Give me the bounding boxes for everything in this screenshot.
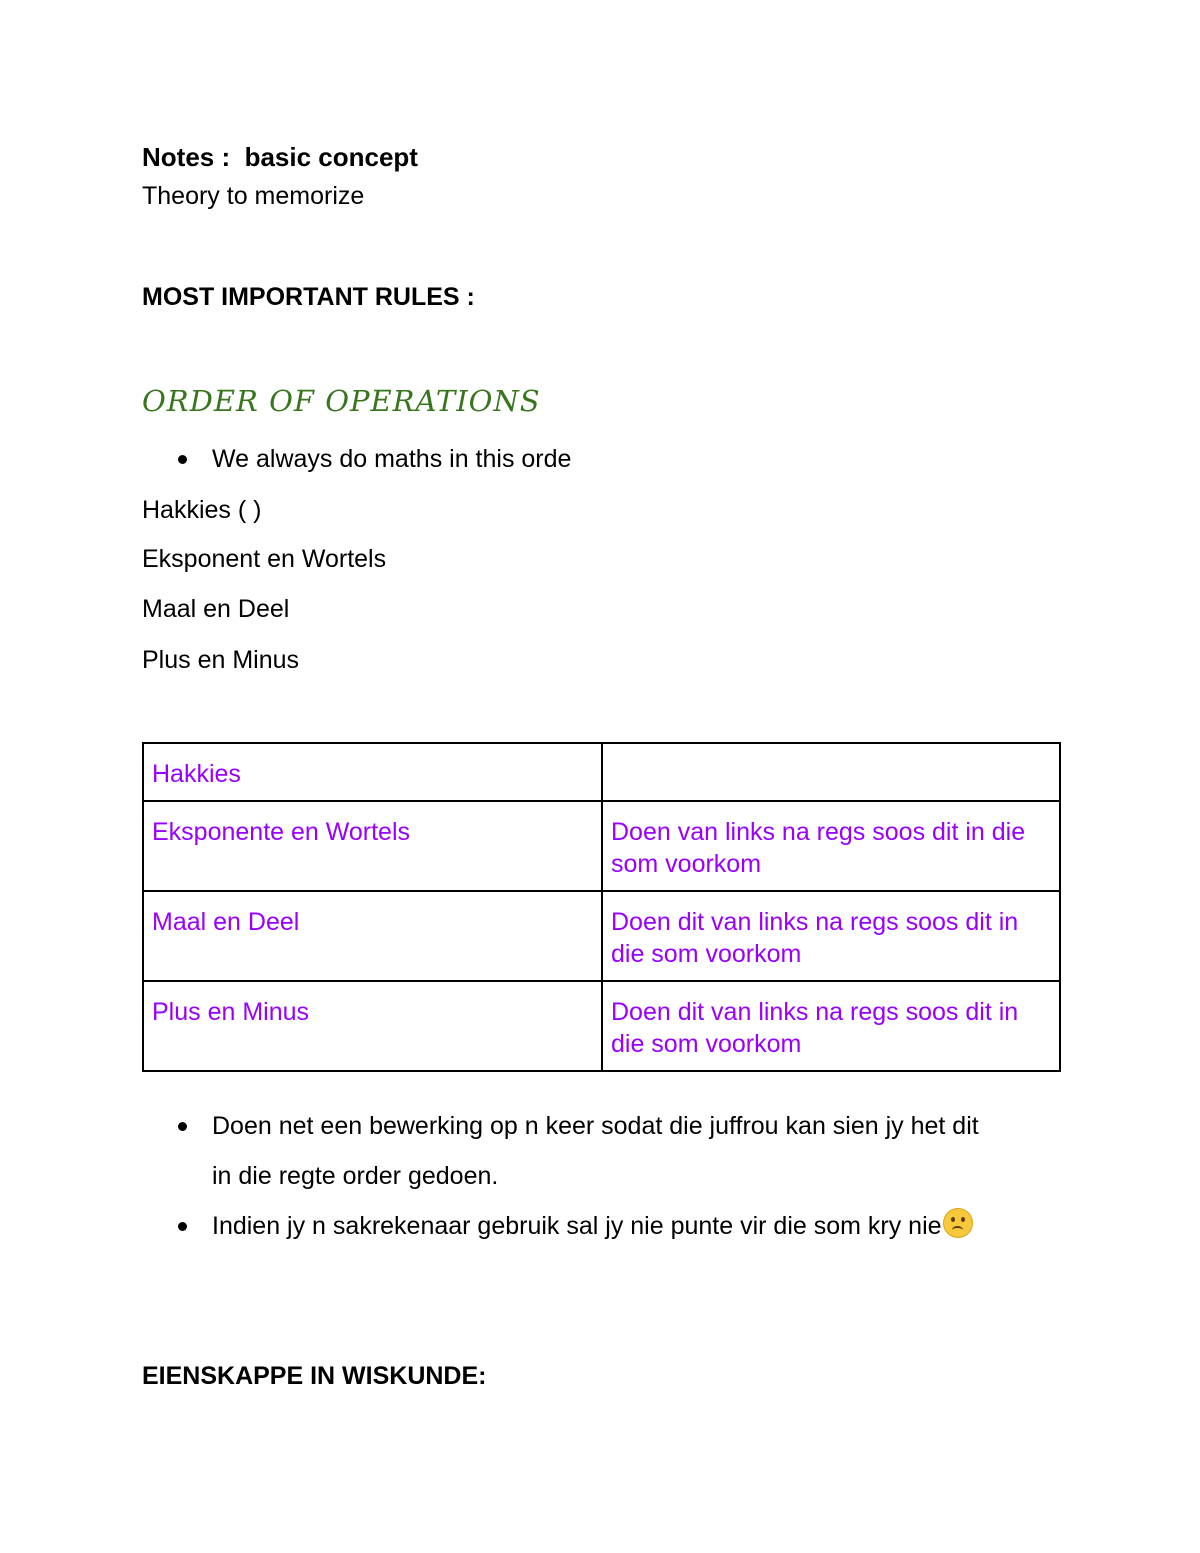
order-item-multiply-divide: Maal en Deel xyxy=(142,595,290,623)
table-row xyxy=(143,743,1060,801)
table-cell-operation: Maal en Deel xyxy=(143,891,602,981)
order-item-brackets: Hakkies ( ) xyxy=(142,496,262,524)
list-item xyxy=(178,1201,1078,1251)
properties-heading: EIENSKAPPE IN WISKUNDE: xyxy=(142,1362,487,1390)
intro-bullet xyxy=(178,434,1078,484)
page-subtitle: Theory to memorize xyxy=(142,182,365,210)
page-title: Notes : basic concept xyxy=(142,142,418,172)
bullet-text-line: Doen net een bewerking op n keer sodat die juffrou kan sien jy het dit xyxy=(212,1112,979,1140)
rules-heading: MOST IMPORTANT RULES : xyxy=(142,283,475,311)
table-cell-operation: Hakkies xyxy=(143,743,602,801)
list-item xyxy=(178,1101,1078,1201)
table-cell-instruction: Doen dit van links na regs soos dit in die som voorkom xyxy=(602,891,1060,981)
order-item-exponents: Eksponent en Wortels xyxy=(142,545,387,573)
table-row xyxy=(143,981,1060,1071)
bullet-icon xyxy=(178,1122,187,1131)
calculator-rule-text: Indien jy n sakrekenaar gebruik sal jy nie punte vir die som kry nie xyxy=(212,1212,942,1240)
table-row xyxy=(143,801,1060,891)
table-cell-operation: Plus en Minus xyxy=(143,981,602,1071)
table-cell-instruction: Doen van links na regs soos dit in die som voorkom xyxy=(602,801,1060,891)
intro-bullet-text: We always do maths in this orde xyxy=(212,445,572,473)
order-item-add-subtract: Plus en Minus xyxy=(142,646,300,674)
table-row xyxy=(143,891,1060,981)
bullet-icon xyxy=(178,455,187,464)
table-cell-operation: Eksponente en Wortels xyxy=(143,801,602,891)
table-cell-instruction: Doen dit van links na regs soos dit in die som voorkom xyxy=(602,981,1060,1071)
order-of-operations-table xyxy=(142,742,1061,1072)
table-cell-instruction xyxy=(602,743,1060,801)
bullet-text-line xyxy=(212,1201,973,1251)
order-of-operations-heading: ORDER OF OPERATIONS xyxy=(142,384,541,418)
bullet-icon xyxy=(178,1222,187,1231)
bullet-text-line: in die regte order gedoen. xyxy=(212,1162,499,1190)
frowning-face-icon xyxy=(943,1208,973,1238)
